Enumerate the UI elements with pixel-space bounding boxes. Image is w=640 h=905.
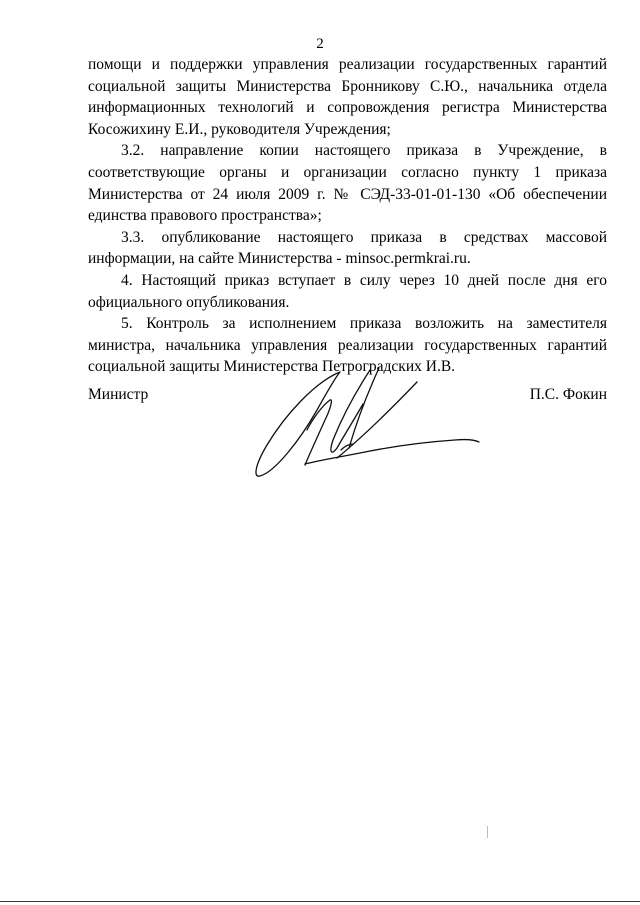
page-bottom-edge	[0, 901, 640, 902]
scan-mark	[487, 826, 488, 838]
paragraph-3-2: 3.2. направление копии настоящего приказа в Учреждение, в соответствующие органы и организации согласно пункту 1 приказа Министерства от 24 июля 2009 г. № СЭД-33-01-01-130 «Об обеспечении единства правового пространства»;	[88, 142, 607, 225]
handwritten-signature	[245, 360, 485, 485]
signatory-name: П.С. Фокин	[529, 386, 607, 403]
signatory-title: Министр	[88, 386, 149, 403]
paragraph-4: 4. Настоящий приказ вступает в силу через 10 дней после дня его официального опубликования.	[88, 271, 607, 311]
paragraph-3-3: 3.3. опубликование настоящего приказа в средствах массовой информации, на сайте Министерства - minsoc.permkrai.ru.	[88, 228, 607, 268]
paragraph-continuation: помощи и поддержки управления реализации государственных гарантий социальной защиты Министерства Бронникову С.Ю., начальника отдела информационных технологий и сопровождения регистра Министерства Косожихину Е.И., руководителя Учреждения;	[88, 56, 607, 138]
paragraph-5: 5. Контроль за исполнением приказа возложить на заместителя министра, начальника управления реализации государственных гарантий социальной защиты Министерства Петроградских И.В.	[88, 315, 607, 376]
document-body	[88, 54, 607, 378]
page-number: 2	[316, 36, 324, 52]
